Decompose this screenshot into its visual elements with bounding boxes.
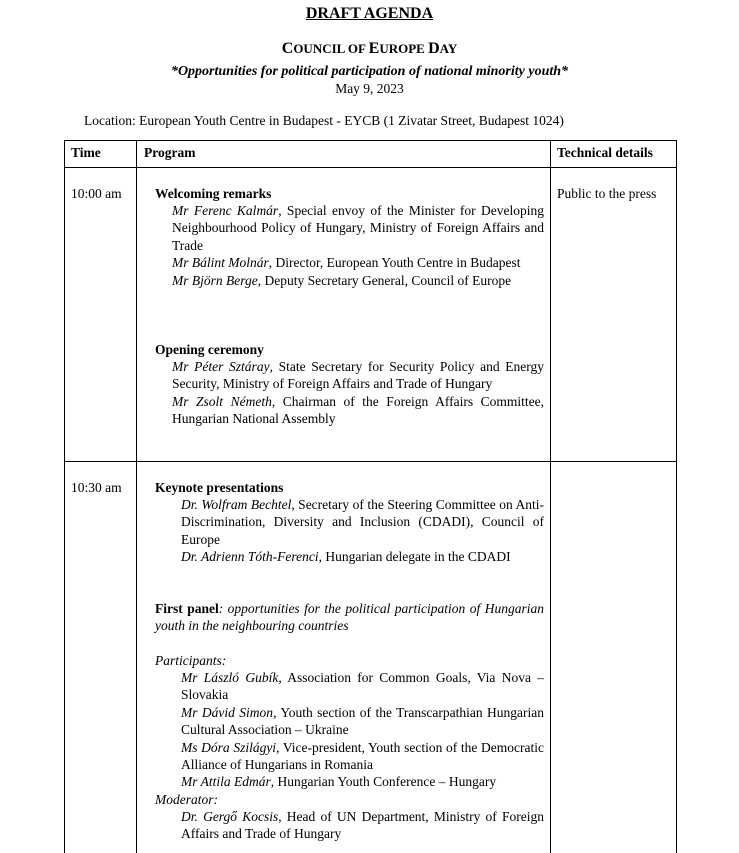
event-title-cap-c: C	[281, 40, 294, 57]
participant-role: , Association for Common Goals, Via Nova – Slovakia	[181, 670, 544, 703]
moderator-label: Moderator:	[155, 792, 218, 807]
first-panel-description: : opportunities for the political participation of Hungarian youth in the neighbouring countries	[155, 601, 544, 634]
event-date: May 9, 2023	[335, 81, 404, 96]
participant-entry	[181, 704, 544, 739]
keynote-heading: Keynote presentations	[155, 480, 284, 495]
first-panel	[155, 600, 544, 635]
first-panel-label: First panel	[155, 601, 219, 616]
welcoming-remarks-heading: Welcoming remarks	[155, 186, 272, 201]
participant-role: , Vice-president, Youth section of the Democratic Alliance of Hungarians in Romania	[181, 739, 544, 773]
speaker-entry	[172, 202, 544, 254]
event-title	[0, 40, 739, 58]
opening-ceremony-heading: Opening ceremony	[155, 342, 264, 357]
speaker-name: Dr. Adrienn Tóth-Ferenci	[181, 549, 319, 565]
table-row-divider	[64, 461, 677, 462]
speaker-name: Mr Bálint Molnár	[172, 255, 269, 271]
event-title-part-2: UROPE	[379, 41, 429, 56]
speaker-name: Mr Péter Sztáray	[172, 359, 270, 374]
column-header-time: Time	[71, 145, 101, 160]
table-header-divider	[64, 167, 677, 168]
opening-speakers	[172, 358, 544, 428]
participant-entry	[181, 773, 544, 790]
speaker-name: Dr. Wolfram Bechtel	[181, 497, 292, 512]
speaker-entry	[181, 496, 544, 548]
event-subtitle: *Opportunities for political participation of national minority youth*	[170, 64, 569, 79]
keynote-speakers	[181, 496, 544, 566]
speaker-entry	[172, 358, 544, 393]
event-title-cap-d: D	[428, 40, 440, 57]
speaker-name: Mr Ferenc Kalmár	[172, 203, 279, 218]
participant-name: Mr Attila Edmár	[181, 774, 271, 790]
moderator-name: Dr. Gergő Kocsis	[181, 809, 279, 824]
document-title: DRAFT AGENDA	[305, 5, 434, 22]
participants-list	[181, 669, 544, 791]
speaker-role: , Director, European Youth Centre in Budapest	[268, 255, 521, 271]
table-top-border	[64, 140, 677, 141]
speaker-role: , Deputy Secretary General, Council of Europe	[257, 272, 512, 288]
event-location: Location: European Youth Centre in Budapest - EYCB (1 Zivatar Street, Budapest 1024)	[84, 113, 564, 128]
participant-role: , Hungarian Youth Conference – Hungary	[270, 774, 497, 790]
table-col-divider-1	[136, 140, 137, 853]
participants-label: Participants:	[155, 653, 227, 668]
speaker-role: , Hungarian delegate in the CDADI	[318, 549, 511, 565]
table-right-border	[676, 140, 677, 853]
speaker-entry	[172, 393, 544, 428]
speaker-entry	[172, 254, 544, 271]
speaker-role: , Chairman of the Foreign Affairs Committee, Hungarian National Assembly	[172, 393, 544, 427]
event-title-part-3: AY	[439, 41, 458, 56]
speaker-entry	[181, 548, 544, 565]
speaker-role: , State Secretary for Security Policy and Energy Security, Ministry of Foreign Affairs and Trade of Hungary	[172, 359, 544, 392]
event-title-part-1: OUNCIL OF	[293, 41, 369, 56]
column-header-technical: Technical details	[557, 145, 653, 160]
speaker-name: Mr Björn Berge	[172, 272, 258, 288]
column-header-program: Program	[144, 145, 196, 160]
table-left-border	[64, 140, 65, 853]
moderator-entry	[181, 808, 544, 843]
participant-role: , Youth section of the Transcarpathian Hungarian Cultural Association – Ukraine	[181, 704, 544, 738]
table-col-divider-2	[550, 140, 551, 853]
participant-name: Mr Dávid Simon	[181, 704, 274, 720]
speaker-role: , Special envoy of the Minister for Developing Neighbourhood Policy of Hungary, Ministry of Foreign Affairs and Trade	[172, 203, 544, 253]
speaker-name: Mr Zsolt Németh	[172, 393, 272, 409]
participant-entry	[181, 669, 544, 704]
participant-name: Mr László Gubík	[181, 670, 279, 685]
speaker-role: , Secretary of the Steering Committee on Anti-Discrimination, Diversity and Inclusion (CDADI), Council of Europe	[181, 497, 544, 547]
participant-entry	[181, 739, 544, 774]
moderator-role: , Head of UN Department, Ministry of Foreign Affairs and Trade of Hungary	[181, 809, 544, 842]
welcoming-speakers	[172, 202, 544, 289]
speaker-entry	[172, 272, 544, 289]
row1-time: 10:00 am	[71, 186, 122, 201]
row2-time: 10:30 am	[71, 480, 122, 495]
moderator-details	[181, 808, 544, 843]
event-title-cap-e: E	[368, 40, 380, 57]
participant-name: Ms Dóra Szilágyi	[181, 739, 277, 755]
row1-technical-details: Public to the press	[557, 186, 657, 201]
